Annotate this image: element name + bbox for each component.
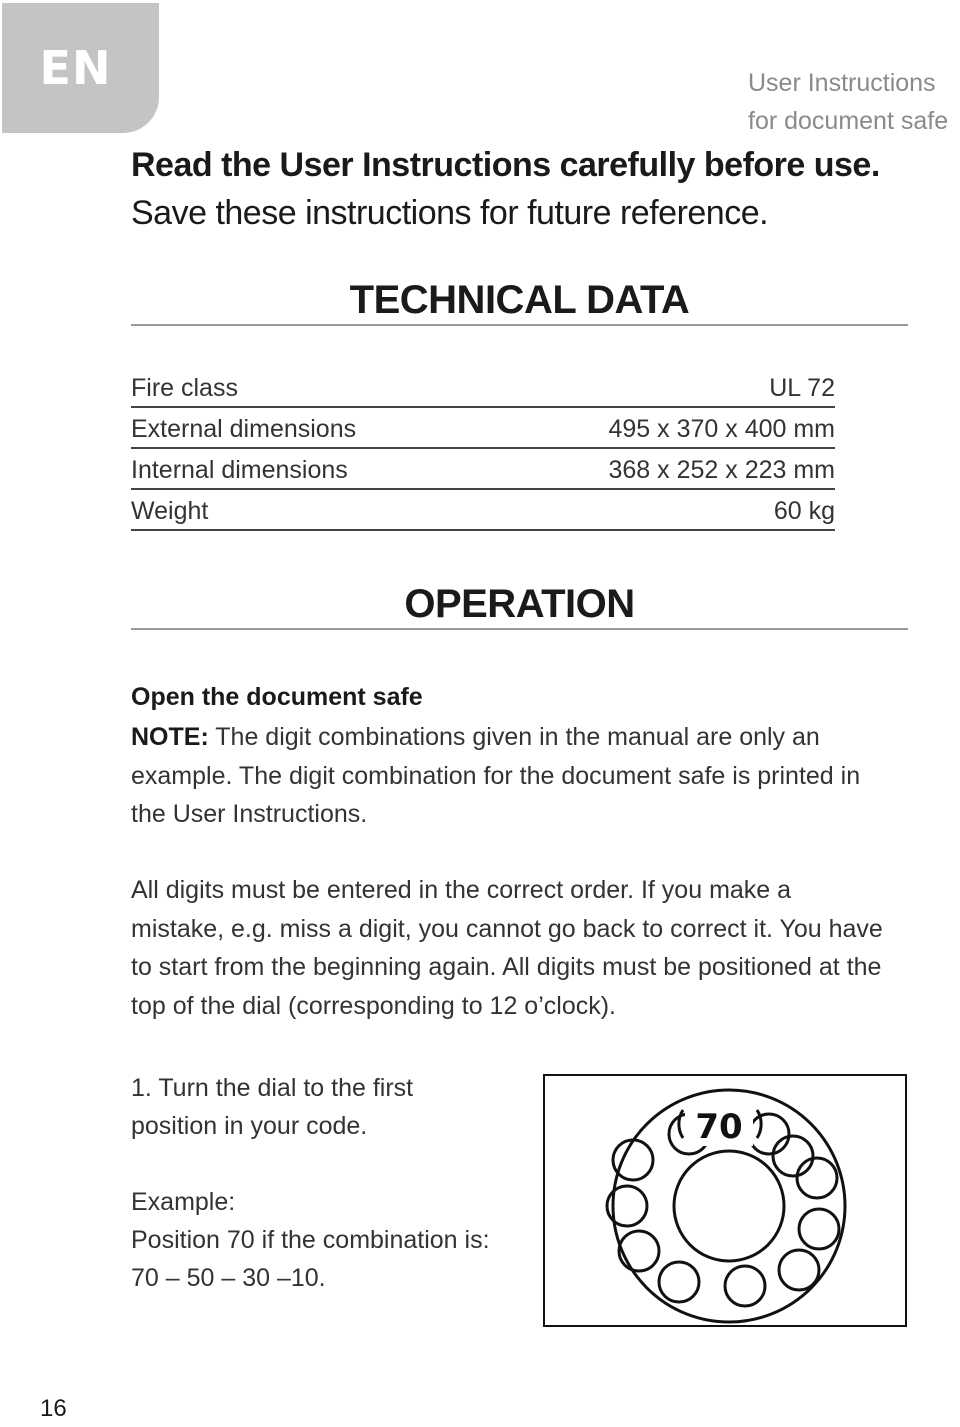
technical-data-heading: TECHNICAL DATA [349,278,690,322]
spec-label: Weight [131,497,209,525]
intro-save-note: Save these instructions for future reference. [131,194,769,232]
spec-row-fire-class [131,367,835,408]
spec-value: 60 kg [773,497,835,525]
example-text: Position 70 if the combination is: [131,1226,490,1254]
digit-order-paragraph: All digits must be entered in the correct order. If you make a mistake, e.g. miss a digit, you cannot go back to correct it. You have to start from the beginning again. All digits must be positioned at the top of the dial (corresponding to 12 o’clock). [131,876,883,1020]
note-paragraph [131,718,901,834]
example-label: Example: [131,1188,236,1216]
spec-value: UL 72 [769,374,835,402]
language-label: EN [39,41,112,95]
example-combination: 70 – 50 – 30 –10. [131,1264,326,1292]
spec-label: Fire class [131,374,238,402]
spec-label: External dimensions [131,415,357,443]
spec-row-weight [131,490,835,531]
technical-data-rule [131,324,908,326]
operation-heading: OPERATION [404,582,635,626]
spec-value: 495 x 370 x 400 mm [608,415,835,443]
dial-icon [545,1076,905,1325]
dial-top-number: 70 [695,1107,743,1147]
dial-illustration [543,1074,907,1327]
spec-value: 368 x 252 x 223 mm [608,456,835,484]
spec-row-external-dimensions [131,408,835,449]
page-number: 16 [40,1395,67,1422]
step-1-instruction: 1. Turn the dial to the first position in your code. [131,1074,414,1140]
operation-rule [131,628,908,630]
intro-warning: Read the User Instructions carefully before use. [131,146,880,184]
spec-row-internal-dimensions [131,449,835,490]
open-safe-subheading: Open the document safe [131,683,423,711]
note-label: NOTE: [131,723,209,751]
language-tab [2,3,159,133]
document-header-title: User Instructions for document safe [748,69,949,135]
spec-label: Internal dimensions [131,456,348,484]
note-text: The digit combinations given in the manual are only an example. The digit combination for the document safe is printed in the User Instructions. [131,723,861,828]
